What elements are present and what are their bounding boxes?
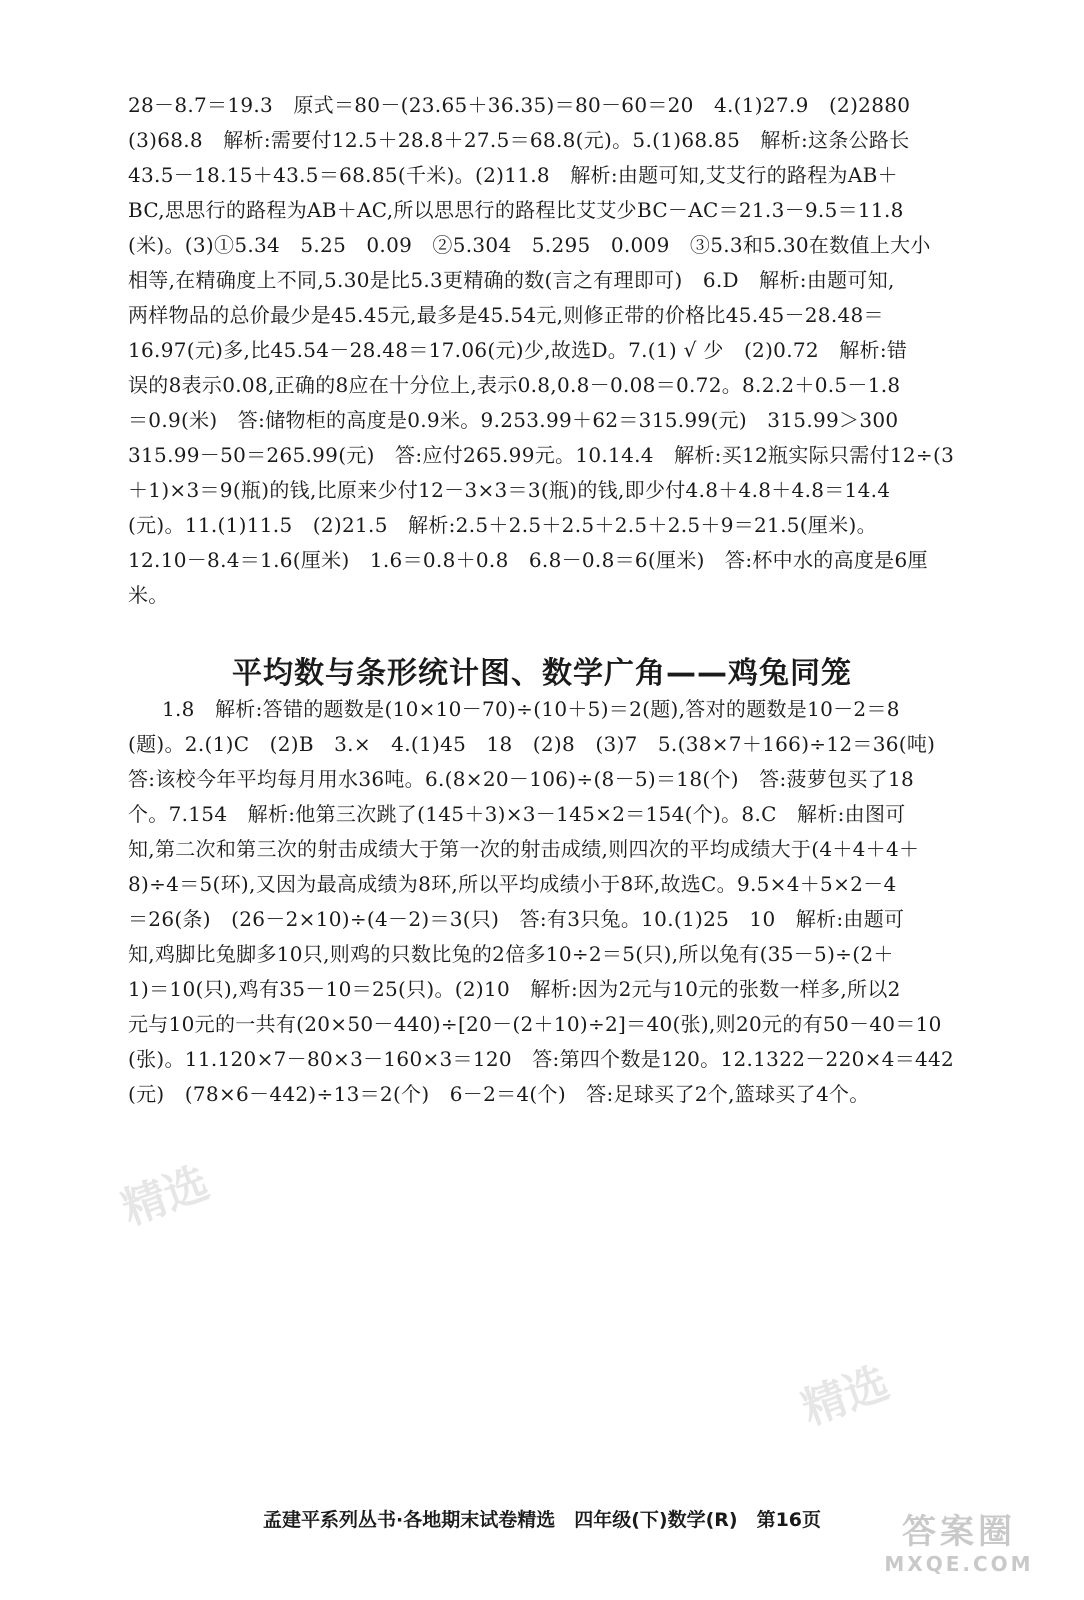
answer-line: 元与10元的一共有(20×50－440)÷[20－(2＋10)÷2]＝40(张),则20元的有50－40＝10 bbox=[128, 1012, 942, 1036]
answer-line: ＝0.9(米) 答:储物柜的高度是0.9米。9.253.99＋62＝315.99(元) 315.99＞300 bbox=[128, 408, 899, 432]
answer-line: 两样物品的总价最少是45.45元,最多是45.54元,则修正带的价格比45.45－28.48＝ bbox=[128, 303, 884, 327]
answer-line: (米)。(3)①5.34 5.25 0.09 ②5.304 5.295 0.009 ③5.3和5.30在数值上大小 bbox=[128, 233, 931, 257]
answer-line: (3)68.8 解析:需要付12.5＋28.8＋27.5＝68.8(元)。5.(1)68.85 解析:这条公路长 bbox=[128, 128, 910, 152]
answer-line: BC,思思行的路程为AB＋AC,所以思思行的路程比艾艾少BC－AC＝21.3－9.5＝11.8 bbox=[128, 198, 904, 222]
answer-line: 知,鸡脚比兔脚多10只,则鸡的只数比兔的2倍多10÷2＝5(只),所以兔有(35－5)÷(2＋ bbox=[128, 942, 894, 966]
answer-line: 知,第二次和第三次的射击成绩大于第一次的射击成绩,则四次的平均成绩大于(4＋4＋4＋ bbox=[128, 837, 920, 861]
faint-stamp-mark: 精选 bbox=[115, 1157, 216, 1236]
answer-line: ＋1)×3＝9(瓶)的钱,比原来少付12－3×3＝3(瓶)的钱,即少付4.8＋4.8＋4.8＝14.4 bbox=[128, 478, 891, 502]
answer-line: 1.8 解析:答错的题数是(10×10－70)÷(10＋5)＝2(题),答对的题数是10－2＝8 bbox=[162, 697, 900, 721]
answer-line: 16.97(元)多,比45.54－28.48＝17.06(元)少,故选D。7.(1) √ 少 (2)0.72 解析:错 bbox=[128, 338, 908, 362]
answer-line: 8)÷4＝5(环),又因为最高成绩为8环,所以平均成绩小于8环,故选C。9.5×4＋5×2－4 bbox=[128, 872, 897, 896]
answer-line: 28－8.7＝19.3 原式＝80－(23.65＋36.35)＝80－60＝20 4.(1)27.9 (2)2880 bbox=[128, 93, 911, 117]
answer-line: (题)。2.(1)C (2)B 3.× 4.(1)45 18 (2)8 (3)7 5.(38×7＋166)÷12＝36(吨) bbox=[128, 732, 936, 756]
watermark-title: 答案圈 bbox=[902, 1512, 1016, 1552]
answer-line: 米。 bbox=[128, 583, 169, 607]
answer-line: ＝26(条) (26－2×10)÷(4－2)＝3(只) 答:有3只兔。10.(1)25 10 解析:由题可 bbox=[128, 907, 905, 931]
answer-line: 误的8表示0.08,正确的8应在十分位上,表示0.8,0.8－0.08＝0.72。8.2.2＋0.5－1.8 bbox=[128, 373, 901, 397]
answer-line: 答:该校今年平均每月用水36吨。6.(8×20－106)÷(8－5)＝18(个) 答:菠萝包买了18 bbox=[128, 767, 915, 791]
watermark-url: MXQE.COM bbox=[884, 1552, 1034, 1576]
watermark-logo bbox=[864, 1512, 1054, 1582]
section-title: 平均数与条形统计图、数学广角——鸡兔同笼 bbox=[232, 656, 852, 691]
answer-line: 个。7.154 解析:他第三次跳了(145＋3)×3－145×2＝154(个)。8.C 解析:由图可 bbox=[128, 802, 906, 826]
answers-top-block bbox=[128, 88, 1028, 613]
answer-line: 相等,在精确度上不同,5.30是比5.3更精确的数(言之有理即可) 6.D 解析:由题可知, bbox=[128, 268, 895, 292]
answer-line: (张)。11.120×7－80×3－160×3＝120 答:第四个数是120。12.1322－220×4＝442 bbox=[128, 1047, 955, 1071]
answer-line: 315.99－50＝265.99(元) 答:应付265.99元。10.14.4 解析:买12瓶实际只需付12÷(3 bbox=[128, 443, 955, 467]
answer-line: 1)＝10(只),鸡有35－10＝25(只)。(2)10 解析:因为2元与10元的张数一样多,所以2 bbox=[128, 977, 901, 1001]
answer-line: (元) (78×6－442)÷13＝2(个) 6－2＝4(个) 答:足球买了2个,篮球买了4个。 bbox=[128, 1082, 870, 1106]
answer-line: (元)。11.(1)11.5 (2)21.5 解析:2.5＋2.5＋2.5＋2.5＋2.5＋9＝21.5(厘米)。 bbox=[128, 513, 877, 537]
faint-stamp-mark: 精选 bbox=[795, 1357, 896, 1436]
answer-line: 43.5－18.15＋43.5＝68.85(千米)。(2)11.8 解析:由题可知,艾艾行的路程为AB＋ bbox=[128, 163, 898, 187]
answers-bottom-block bbox=[128, 692, 1028, 1112]
page-footer: 孟建平系列丛书·各地期末试卷精选 四年级(下)数学(R) 第16页 bbox=[262, 1509, 822, 1531]
answer-line: 12.10－8.4＝1.6(厘米) 1.6＝0.8＋0.8 6.8－0.8＝6(厘米) 答:杯中水的高度是6厘 bbox=[128, 548, 928, 572]
